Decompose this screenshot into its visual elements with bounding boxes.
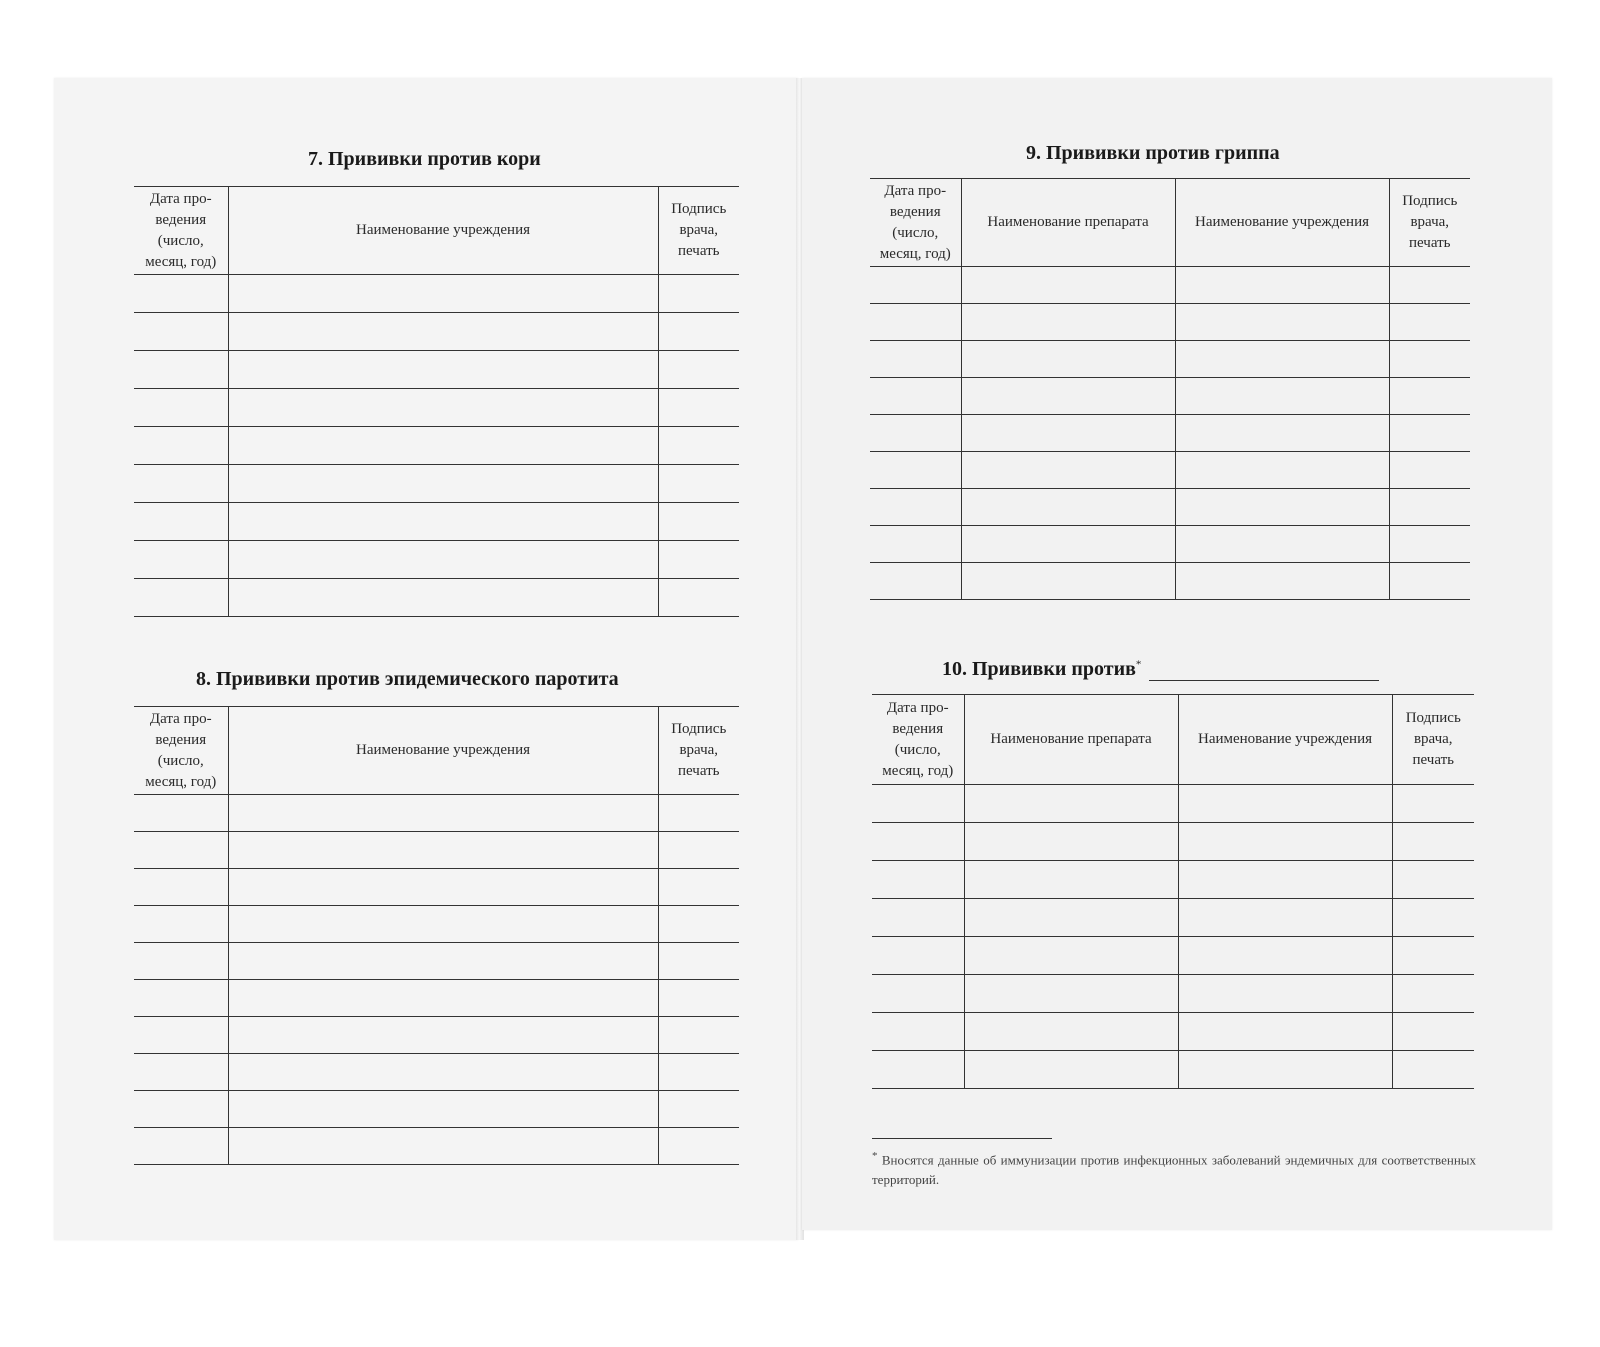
blank-cell [870,489,961,526]
blank-cell [134,579,228,617]
blank-cell [964,937,1178,975]
blank-cell [961,526,1175,563]
blank-cell [1175,526,1389,563]
table-row [134,1128,739,1165]
blank-cell [134,832,228,869]
table-row [134,579,739,617]
blank-cell [1389,489,1470,526]
blank-cell [961,267,1175,304]
table-row [134,275,739,313]
blank-cell [134,1017,228,1054]
table-row [134,1091,739,1128]
other-vaccination-table [872,694,1474,1089]
blank-cell [1392,823,1474,861]
header-date: Дата про-ведения (число, месяц, год) [134,707,228,795]
blank-cell [658,980,739,1017]
blank-cell [964,1013,1178,1051]
blank-cell [961,341,1175,378]
footnote-mark: * [872,1150,878,1162]
table-row [134,795,739,832]
blank-cell [1178,899,1392,937]
blank-cell [228,275,658,313]
table-row [870,378,1470,415]
blank-cell [1178,975,1392,1013]
blank-cell [228,541,658,579]
blank-cell [1389,526,1470,563]
blank-cell [964,975,1178,1013]
blank-cell [658,1091,739,1128]
blank-cell [872,823,964,861]
blank-cell [134,313,228,351]
blank-cell [228,869,658,906]
table-row [134,313,739,351]
blank-cell [1389,304,1470,341]
blank-cell [228,906,658,943]
blank-cell [1178,1013,1392,1051]
blank-cell [1389,341,1470,378]
table-row [872,823,1474,861]
blank-cell [870,563,961,600]
blank-cell [658,465,739,503]
blank-cell [870,452,961,489]
blank-cell [134,980,228,1017]
blank-cell [228,1017,658,1054]
table-row [870,489,1470,526]
blank-cell [872,975,964,1013]
footnote-rule [872,1138,1052,1139]
blank-cell [228,503,658,541]
blank-cell [134,906,228,943]
blank-cell [658,389,739,427]
blank-cell [134,465,228,503]
blank-cell [228,1054,658,1091]
blank-cell [134,389,228,427]
header-date: Дата про-ведения (число, месяц, год) [872,695,964,785]
blank-cell [228,832,658,869]
blank-cell [1175,304,1389,341]
blank-cell [134,1091,228,1128]
blank-cell [658,503,739,541]
blank-cell [1389,452,1470,489]
blank-cell [228,313,658,351]
table-row [134,541,739,579]
blank-cell [658,1128,739,1165]
blank-cell [1178,861,1392,899]
blank-cell [658,1017,739,1054]
table-row [870,304,1470,341]
blank-cell [1178,823,1392,861]
table-row [134,943,739,980]
blank-cell [658,579,739,617]
table-row [134,351,739,389]
blank-cell [228,351,658,389]
blank-cell [1178,937,1392,975]
blank-cell [134,541,228,579]
blank-cell [870,304,961,341]
blank-cell [870,267,961,304]
blank-cell [1392,1013,1474,1051]
blank-cell [961,489,1175,526]
blank-cell [870,341,961,378]
table-row [872,975,1474,1013]
table-row [872,937,1474,975]
blank-cell [134,943,228,980]
blank-cell [134,427,228,465]
table-row [134,1054,739,1091]
header-signature: Подпись врача, печать [658,707,739,795]
blank-cell [961,378,1175,415]
blank-cell [1175,267,1389,304]
blank-cell [658,313,739,351]
blank-cell [1175,378,1389,415]
blank-cell [658,795,739,832]
table-row [872,861,1474,899]
blank-cell [964,899,1178,937]
header-signature: Подпись врача, печать [1392,695,1474,785]
blank-cell [228,465,658,503]
blank-cell [228,427,658,465]
blank-cell [658,869,739,906]
blank-cell [134,275,228,313]
disease-blank-line [1149,658,1379,681]
blank-cell [658,832,739,869]
table-row [872,899,1474,937]
section-7-title: 7. Прививки против кори [308,148,541,170]
blank-cell [1392,975,1474,1013]
blank-cell [228,389,658,427]
blank-cell [228,980,658,1017]
table-row [134,503,739,541]
blank-cell [1175,452,1389,489]
section-8-title: 8. Прививки против эпидемического паротита [196,668,619,690]
header-date: Дата про-ведения (число, месяц, год) [134,187,228,275]
blank-cell [1175,415,1389,452]
blank-cell [1175,489,1389,526]
blank-cell [1175,563,1389,600]
table-row [872,1013,1474,1051]
footnote [872,1146,1476,1190]
table-row [134,869,739,906]
blank-cell [964,785,1178,823]
table-row [870,341,1470,378]
mumps-vaccination-table [134,706,739,1165]
blank-cell [1389,415,1470,452]
blank-cell [134,1054,228,1091]
header-drug: Наименование препарата [964,695,1178,785]
table-row [870,526,1470,563]
table-row [134,427,739,465]
table-row [134,906,739,943]
blank-cell [964,823,1178,861]
blank-cell [964,1051,1178,1089]
blank-cell [870,378,961,415]
blank-cell [872,861,964,899]
section-9-title: 9. Прививки против гриппа [1026,142,1280,164]
header-institution: Наименование учреждения [228,707,658,795]
blank-cell [228,579,658,617]
blank-cell [658,427,739,465]
table-row [870,452,1470,489]
blank-cell [1392,785,1474,823]
blank-cell [228,943,658,980]
footnote-text: Вносятся данные об иммунизации против инфекционных заболеваний эндемичных для соответственных территорий. [872,1152,1477,1188]
blank-cell [1392,861,1474,899]
table-row [134,465,739,503]
blank-cell [1392,937,1474,975]
blank-cell [1389,267,1470,304]
blank-cell [872,1013,964,1051]
table-row [872,1051,1474,1089]
blank-cell [961,415,1175,452]
footnote-marker: * [1135,658,1142,671]
blank-cell [134,503,228,541]
blank-cell [658,906,739,943]
blank-cell [872,785,964,823]
blank-cell [658,275,739,313]
section-10-title-text: 10. Прививки против [942,658,1136,680]
blank-cell [870,526,961,563]
blank-cell [872,899,964,937]
header-institution: Наименование учреждения [1178,695,1392,785]
blank-cell [1389,378,1470,415]
table-row [134,389,739,427]
blank-cell [872,1051,964,1089]
influenza-vaccination-table [870,178,1470,600]
header-signature: Подпись врача, печать [658,187,739,275]
table-row [134,1017,739,1054]
blank-cell [658,943,739,980]
blank-cell [872,937,964,975]
table-row [134,980,739,1017]
blank-cell [134,795,228,832]
blank-cell [1178,785,1392,823]
table-row [134,832,739,869]
blank-cell [870,415,961,452]
blank-cell [1389,563,1470,600]
table-row [870,415,1470,452]
blank-cell [961,563,1175,600]
table-row [870,267,1470,304]
table-row [870,563,1470,600]
blank-cell [134,1128,228,1165]
table-row [872,785,1474,823]
blank-cell [1175,341,1389,378]
header-drug: Наименование препарата [961,179,1175,267]
blank-cell [1178,1051,1392,1089]
blank-cell [658,541,739,579]
blank-cell [134,869,228,906]
blank-cell [134,351,228,389]
blank-cell [228,1091,658,1128]
section-10-title [942,658,1379,681]
blank-cell [1392,899,1474,937]
blank-cell [961,304,1175,341]
header-date: Дата про-ведения (число, месяц, год) [870,179,961,267]
blank-cell [658,351,739,389]
header-institution: Наименование учреждения [228,187,658,275]
blank-cell [228,1128,658,1165]
blank-cell [964,861,1178,899]
measles-vaccination-table [134,186,739,617]
blank-cell [658,1054,739,1091]
blank-cell [228,795,658,832]
blank-cell [961,452,1175,489]
blank-cell [1392,1051,1474,1089]
header-institution: Наименование учреждения [1175,179,1389,267]
header-signature: Подпись врача, печать [1389,179,1470,267]
